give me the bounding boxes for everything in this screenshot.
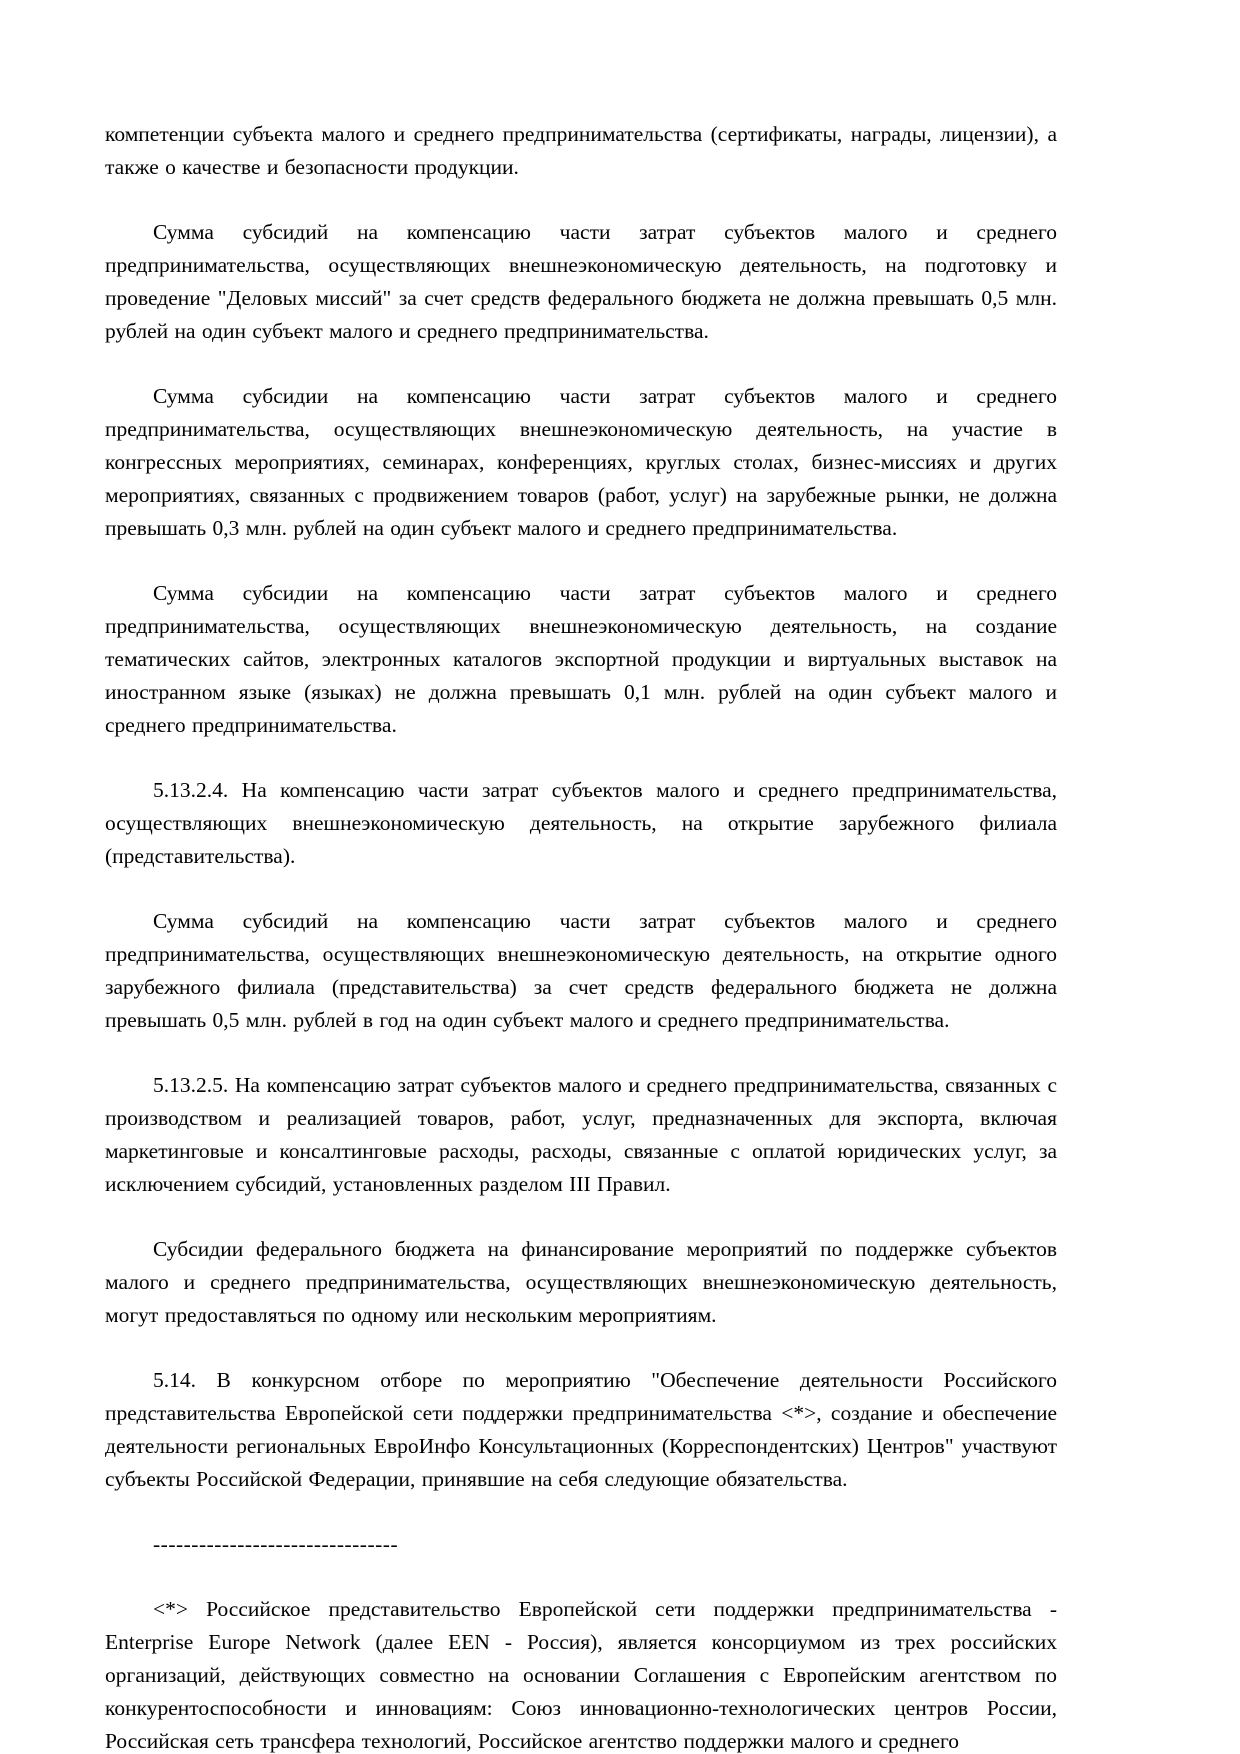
paragraph-clause-5-13-2-5: 5.13.2.5. На компенсацию затрат субъектов малого и среднего предпринимательства, связанных с производством и реализацией товаров, работ, услуг, предназначенных для экспорта, включая маркетинговые и консалтинговые расходы, расходы, связанные с оплатой юридических услуг, за исключением субсидий, установленных разделом III Правил. bbox=[105, 1073, 1057, 1196]
paragraph-continuation: компетенции субъекта малого и среднего предпринимательства (сертификаты, награды, лицензии), а также о качестве и безопасности продукции. bbox=[105, 122, 1057, 179]
paragraph-clause-5-13-2-4: 5.13.2.4. На компенсацию части затрат субъектов малого и среднего предпринимательства, осуществляющих внешнеэкономическую деятельность, на открытие зарубежного филиала (представительства). bbox=[105, 778, 1057, 868]
paragraph: Субсидии федерального бюджета на финансирование мероприятий по поддержке субъектов малого и среднего предпринимательства, осуществляющих внешнеэкономическую деятельность, могут предоставляться по одному или нескольким мероприятиям. bbox=[105, 1237, 1057, 1327]
document-content bbox=[105, 118, 1057, 1754]
paragraph: Сумма субсидии на компенсацию части затрат субъектов малого и среднего предпринимательства, осуществляющих внешнеэкономическую деятельность, на участие в конгрессных мероприятиях, семинарах, конференциях, круглых столах, бизнес-миссиях и других мероприятиях, связанных с продвижением товаров (работ, услуг) на зарубежные рынки, не должна превышать 0,3 млн. рублей на один субъект малого и среднего предпринимательства. bbox=[105, 384, 1057, 540]
paragraph: Сумма субсидии на компенсацию части затрат субъектов малого и среднего предпринимательства, осуществляющих внешнеэкономическую деятельность, на создание тематических сайтов, электронных каталогов экспортной продукции и виртуальных выставок на иностранном языке (языках) не должна превышать 0,1 млн. рублей на один субъект малого и среднего предпринимательства. bbox=[105, 581, 1057, 737]
paragraph-clause-5-14: 5.14. В конкурсном отборе по мероприятию "Обеспечение деятельности Российского представительства Европейской сети поддержки предпринимательства <*>, создание и обеспечение деятельности региональных ЕвроИнфо Консультационных (Корреспондентских) Центров" участвуют субъекты Российской Федерации, принявшие на себя следующие обязательства. bbox=[105, 1368, 1057, 1491]
paragraph: Сумма субсидий на компенсацию части затрат субъектов малого и среднего предпринимательства, осуществляющих внешнеэкономическую деятельность, на подготовку и проведение "Деловых миссий" за счет средств федерального бюджета не должна превышать 0,5 млн. рублей на один субъект малого и среднего предпринимательства. bbox=[105, 220, 1057, 343]
paragraph-footnote: <*> Российское представительство Европейской сети поддержки предпринимательства - Enterprise Europe Network (далее EEN - Россия), является консорциумом из трех российских организаций, действующих совместно на основании Соглашения с Европейским агентством по конкурентоспособности и инновациям: Союз инновационно-технологических центров России, Российская сеть трансфера технологий, Российское агентство поддержки малого и среднего bbox=[105, 1597, 1057, 1753]
footnote-separator: -------------------------------- bbox=[153, 1532, 399, 1556]
paragraph: Сумма субсидий на компенсацию части затрат субъектов малого и среднего предпринимательства, осуществляющих внешнеэкономическую деятельность, на открытие одного зарубежного филиала (представительства) за счет средств федерального бюджета не должна превышать 0,5 млн. рублей в год на один субъект малого и среднего предпринимательства. bbox=[105, 909, 1057, 1032]
